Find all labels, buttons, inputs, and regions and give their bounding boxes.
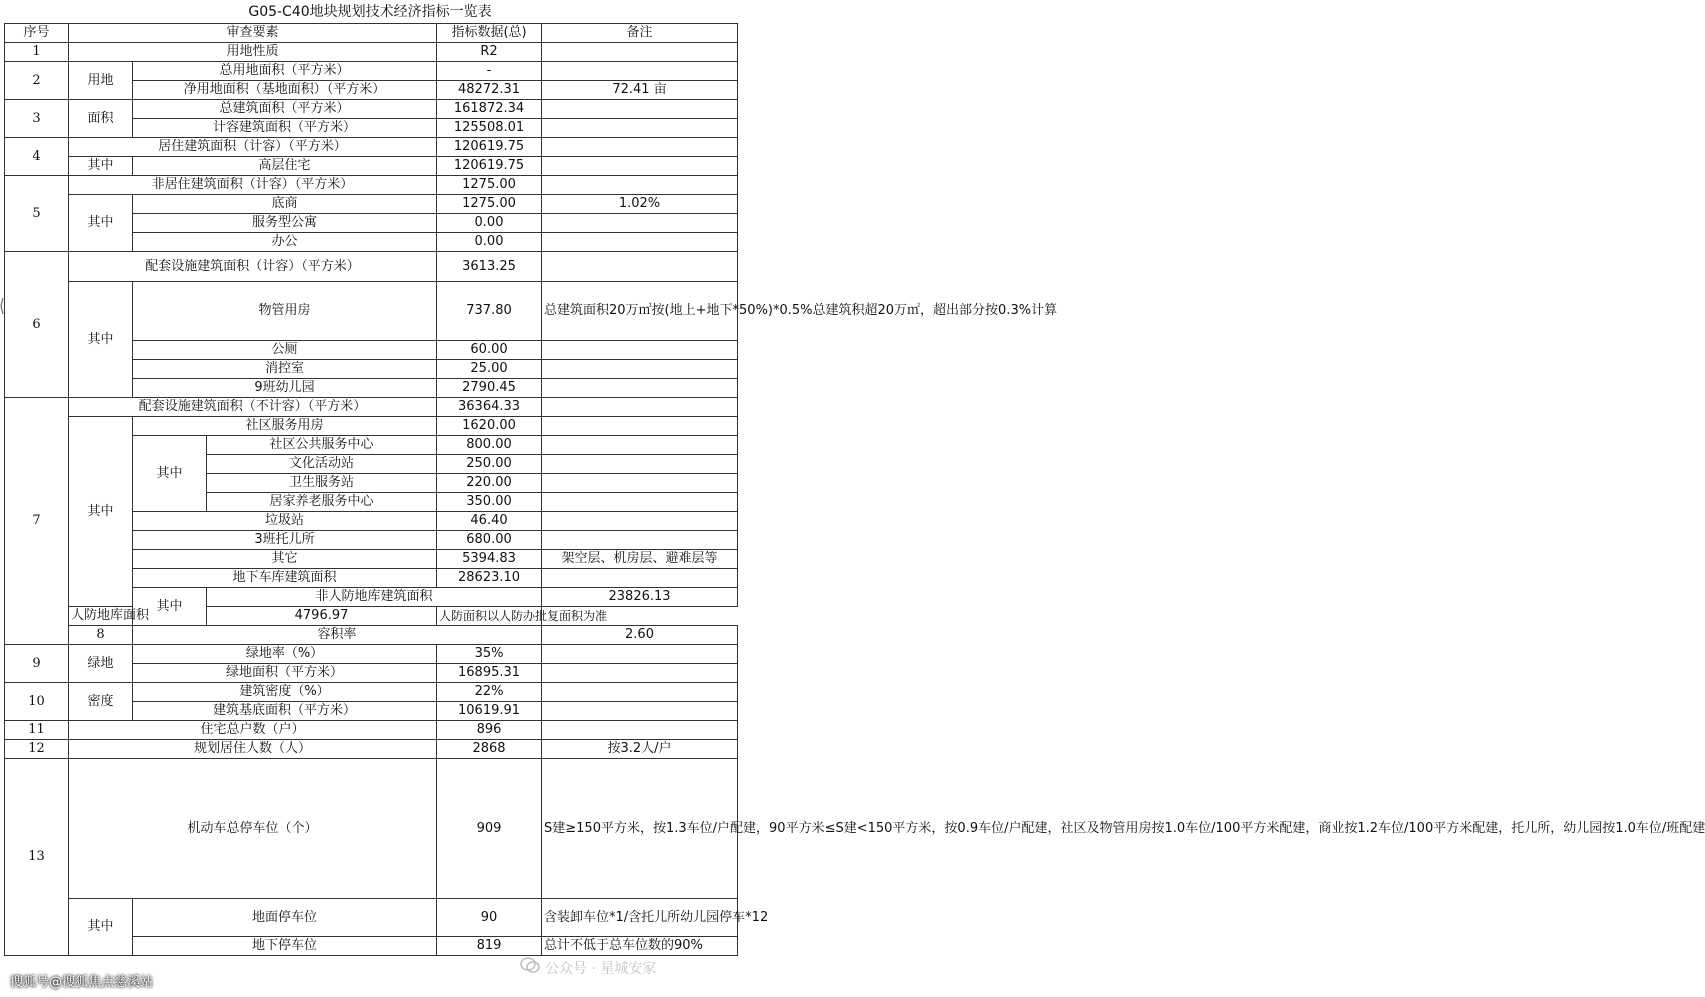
row-subgroup: 其中 xyxy=(133,436,207,512)
row-label: 地下停车位 xyxy=(133,937,437,956)
row-label: 地下车库建筑面积 xyxy=(133,569,437,588)
row-label: 机动车总停车位（个） xyxy=(69,759,437,899)
row-note: 72.41 亩 xyxy=(542,81,738,100)
row-note xyxy=(542,683,738,702)
row-label: 高层住宅 xyxy=(133,157,437,176)
row-number: 12 xyxy=(5,740,69,759)
row-note: 按3.2人/户 xyxy=(542,740,738,759)
row-group: 密度 xyxy=(69,683,133,721)
row-label: 净用地面积（基地面积）（平方米） xyxy=(133,81,437,100)
row-label: 用地性质 xyxy=(69,43,437,62)
watermark-left: 搜狐号@搜狐焦点慈溪站 xyxy=(10,975,154,990)
watermark-right: 公众号 · 星城安家 xyxy=(545,961,657,977)
row-note xyxy=(542,436,738,455)
row-value: 2868 xyxy=(437,740,542,759)
row-note xyxy=(542,455,738,474)
row-label: 消控室 xyxy=(133,360,437,379)
row-value: 22% xyxy=(437,683,542,702)
row-label: 居住建筑面积（计容）（平方米） xyxy=(69,138,437,157)
row-label: 总建筑面积（平方米） xyxy=(133,100,437,119)
table-row xyxy=(5,176,738,195)
row-label: 总用地面积（平方米） xyxy=(133,62,437,81)
row-note xyxy=(542,157,738,176)
row-value: 1275.00 xyxy=(437,195,542,214)
table-row xyxy=(5,645,738,664)
row-value: 25.00 xyxy=(437,360,542,379)
row-note xyxy=(542,379,738,398)
row-value: 4796.97 xyxy=(207,607,437,626)
row-label: 社区公共服务中心 xyxy=(207,436,437,455)
row-note xyxy=(542,493,738,512)
row-value: 120619.75 xyxy=(437,138,542,157)
row-label: 居家养老服务中心 xyxy=(207,493,437,512)
table-row xyxy=(5,721,738,740)
row-note xyxy=(542,398,738,417)
row-note: 架空层、机房层、避难层等 xyxy=(542,550,738,569)
header-note: 备注 xyxy=(542,24,738,43)
row-subgroup: 其中 xyxy=(133,588,207,626)
row-label: 物管用房 xyxy=(133,282,437,341)
row-number: 9 xyxy=(5,645,69,683)
row-number: 2 xyxy=(5,62,69,100)
row-note xyxy=(542,138,738,157)
table-row xyxy=(5,607,738,626)
row-value: 161872.34 xyxy=(437,100,542,119)
row-note xyxy=(542,176,738,195)
row-note xyxy=(542,512,738,531)
row-group: 用地 xyxy=(69,62,133,100)
row-label: 住宅总户数（户） xyxy=(69,721,437,740)
row-number: 5 xyxy=(5,176,69,252)
row-value: 1275.00 xyxy=(437,176,542,195)
row-value: 800.00 xyxy=(437,436,542,455)
row-number: 1 xyxy=(5,43,69,62)
row-value: 819 xyxy=(437,937,542,956)
row-value: - xyxy=(437,62,542,81)
row-note xyxy=(542,702,738,721)
row-group: 其中 xyxy=(69,417,133,607)
table-row xyxy=(5,195,738,214)
row-note xyxy=(542,341,738,360)
table-row xyxy=(5,398,738,417)
row-note xyxy=(542,100,738,119)
row-number: 6 xyxy=(5,252,69,398)
row-value: R2 xyxy=(437,43,542,62)
header-value: 指标数据(总) xyxy=(437,24,542,43)
row-note xyxy=(542,360,738,379)
table-row xyxy=(5,759,738,899)
row-value: 16895.31 xyxy=(437,664,542,683)
table-row xyxy=(5,282,738,341)
table-row xyxy=(5,157,738,176)
row-label: 底商 xyxy=(133,195,437,214)
row-group: 其中 xyxy=(69,899,133,956)
row-value: 90 xyxy=(437,899,542,937)
row-value: 35% xyxy=(437,645,542,664)
row-note xyxy=(542,252,738,282)
row-label: 非居住建筑面积（计容）（平方米） xyxy=(69,176,437,195)
row-label: 非人防地库建筑面积 xyxy=(207,588,542,607)
table-row xyxy=(5,138,738,157)
row-label: 地面停车位 xyxy=(133,899,437,937)
row-number: 8 xyxy=(69,626,133,645)
row-value: 28623.10 xyxy=(437,569,542,588)
header-row xyxy=(5,24,738,43)
row-label: 办公 xyxy=(133,233,437,252)
row-value: 220.00 xyxy=(437,474,542,493)
row-number: 4 xyxy=(5,138,69,176)
row-value: 120619.75 xyxy=(437,157,542,176)
row-value: 23826.13 xyxy=(542,588,738,607)
row-label: 绿地率（%） xyxy=(133,645,437,664)
row-label: 9班幼儿园 xyxy=(133,379,437,398)
row-label: 其它 xyxy=(133,550,437,569)
table-row xyxy=(5,626,738,645)
row-label: 卫生服务站 xyxy=(207,474,437,493)
row-value: 896 xyxy=(437,721,542,740)
row-label: 配套设施建筑面积（不计容）（平方米） xyxy=(69,398,437,417)
row-value: 250.00 xyxy=(437,455,542,474)
row-value: 60.00 xyxy=(437,341,542,360)
row-label: 规划居住人数（人） xyxy=(69,740,437,759)
row-label: 建筑基底面积（平方米） xyxy=(133,702,437,721)
row-group: 其中 xyxy=(69,282,133,398)
row-note xyxy=(542,417,738,436)
row-note: S建≥150平方米，按1.3车位/户配建，90平方米≤S建<150平方米，按0.9车位/户配建，社区及物管用房按1.0车位/100平方米配建，商业按1.2车位/100平方米配建，托儿所，幼儿园按1.0车位/班配建 xyxy=(542,759,738,899)
row-group: 绿地 xyxy=(69,645,133,683)
row-note: 1.02% xyxy=(542,195,738,214)
wechat-icon xyxy=(520,955,540,975)
row-number: 11 xyxy=(5,721,69,740)
row-value: 10619.91 xyxy=(437,702,542,721)
page-edge-mark xyxy=(0,298,4,314)
row-note xyxy=(542,474,738,493)
row-value: 0.00 xyxy=(437,214,542,233)
row-group: 其中 xyxy=(69,157,133,176)
row-note xyxy=(542,664,738,683)
row-note xyxy=(542,721,738,740)
row-label: 垃圾站 xyxy=(133,512,437,531)
header-item: 审查要素 xyxy=(69,24,437,43)
table-row xyxy=(5,417,738,436)
row-label: 建筑密度（%） xyxy=(133,683,437,702)
row-note xyxy=(542,43,738,62)
row-value: 125508.01 xyxy=(437,119,542,138)
row-note: 含装卸车位*1/含托儿所幼儿园停车*12 xyxy=(542,899,738,937)
row-note: 人防面积以人防办批复面积为准 xyxy=(437,607,542,626)
row-note xyxy=(542,233,738,252)
row-value: 2.60 xyxy=(542,626,738,645)
row-value: 36364.33 xyxy=(437,398,542,417)
row-value: 5394.83 xyxy=(437,550,542,569)
row-label: 绿地面积（平方米） xyxy=(133,664,437,683)
row-value: 350.00 xyxy=(437,493,542,512)
row-note xyxy=(542,214,738,233)
header-no: 序号 xyxy=(5,24,69,43)
row-number: 7 xyxy=(5,398,69,645)
row-value: 680.00 xyxy=(437,531,542,550)
row-label: 3班托儿所 xyxy=(133,531,437,550)
row-value: 1620.00 xyxy=(437,417,542,436)
row-label: 社区服务用房 xyxy=(133,417,437,436)
row-label: 服务型公寓 xyxy=(133,214,437,233)
row-number: 10 xyxy=(5,683,69,721)
row-note xyxy=(542,531,738,550)
row-value: 3613.25 xyxy=(437,252,542,282)
indicator-table xyxy=(4,23,1705,956)
row-label: 配套设施建筑面积（计容）（平方米） xyxy=(69,252,437,282)
table-row xyxy=(5,740,738,759)
row-label: 人防地库面积 xyxy=(69,607,207,626)
row-number: 13 xyxy=(5,759,69,956)
row-value: 909 xyxy=(437,759,542,899)
row-label: 公厕 xyxy=(133,341,437,360)
row-note: 总建筑面积20万㎡按(地上+地下*50%)*0.5%总建筑积超20万㎡，超出部分按0.3%计算 xyxy=(542,282,738,341)
row-label: 容积率 xyxy=(133,626,542,645)
table-row xyxy=(5,252,738,282)
row-value: 48272.31 xyxy=(437,81,542,100)
table-row xyxy=(5,100,738,119)
row-value: 0.00 xyxy=(437,233,542,252)
row-group: 面积 xyxy=(69,100,133,138)
row-note xyxy=(542,62,738,81)
row-note xyxy=(542,119,738,138)
row-value: 46.40 xyxy=(437,512,542,531)
row-value: 737.80 xyxy=(437,282,542,341)
table-title: G05-C40地块规划技术经济指标一览表 xyxy=(248,4,492,20)
row-value: 2790.45 xyxy=(437,379,542,398)
table-row xyxy=(5,683,738,702)
table-row xyxy=(5,43,738,62)
row-note xyxy=(542,569,738,588)
row-group: 其中 xyxy=(69,195,133,252)
row-note: 总计不低于总车位数的90% xyxy=(542,937,738,956)
row-note xyxy=(542,645,738,664)
row-number: 3 xyxy=(5,100,69,138)
table-row xyxy=(5,899,738,937)
row-label: 文化活动站 xyxy=(207,455,437,474)
row-label: 计容建筑面积（平方米） xyxy=(133,119,437,138)
table-row xyxy=(5,62,738,81)
